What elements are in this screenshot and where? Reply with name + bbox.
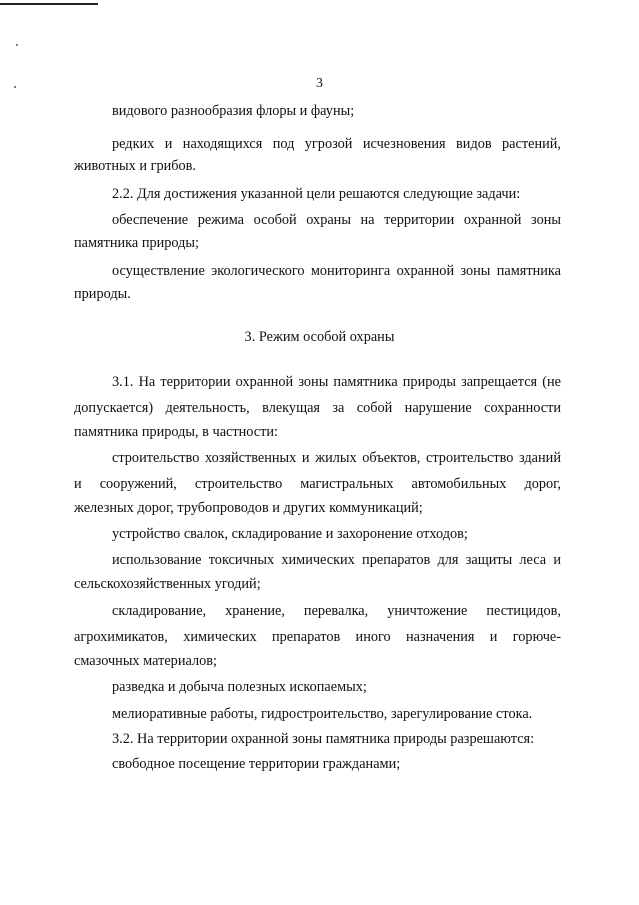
text-line: свободное посещение территории гражданами; <box>112 756 401 772</box>
text-line: и сооружений, строительство магистральных автомобильных дорог, <box>74 476 561 492</box>
text-line: агрохимикатов, химических препаратов иного назначения и горюче- <box>74 629 561 645</box>
text-line: мелиоративные работы, гидростроительство, зарегулирование стока. <box>112 706 533 722</box>
text-line: сельскохозяйственных угодий; <box>74 576 261 592</box>
text-line: 2.2. Для достижения указанной цели решаются следующие задачи: <box>112 186 521 202</box>
text-line: разведка и добыча полезных ископаемых; <box>112 679 367 695</box>
text-line: железных дорог, трубопроводов и других коммуникаций; <box>74 500 423 516</box>
text-line: строительство хозяйственных и жилых объектов, строительство зданий <box>112 450 561 466</box>
text-line: использование токсичных химических препаратов для защиты леса и <box>112 552 561 568</box>
text-line: 3.2. На территории охранной зоны памятника природы разрешаются: <box>112 731 535 747</box>
scan-edge-line <box>0 3 98 5</box>
text-line: видового разнообразия флоры и фауны; <box>112 103 355 119</box>
text-line: допускается) деятельность, влекущая за собой нарушение сохранности <box>74 400 561 416</box>
section-heading: 3. Режим особой охраны <box>244 329 395 345</box>
text-line: памятника природы; <box>74 235 200 251</box>
text-line: 3.1. На территории охранной зоны памятника природы запрещается (не <box>112 374 561 390</box>
text-line: обеспечение режима особой охраны на территории охранной зоны <box>112 212 561 228</box>
text-line: природы. <box>74 286 131 302</box>
text-line: устройство свалок, складирование и захоронение отходов; <box>112 526 468 542</box>
text-line: редких и находящихся под угрозой исчезновения видов растений, <box>112 136 561 152</box>
page-number: 3 <box>316 76 323 91</box>
text-line: смазочных материалов; <box>74 653 217 669</box>
text-line: животных и грибов. <box>74 158 197 174</box>
text-line: осуществление экологического мониторинга охранной зоны памятника <box>112 263 561 279</box>
text-line: складирование, хранение, перевалка, уничтожение пестицидов, <box>112 603 561 619</box>
scan-speck <box>16 44 18 46</box>
text-line: памятника природы, в частности: <box>74 424 279 440</box>
